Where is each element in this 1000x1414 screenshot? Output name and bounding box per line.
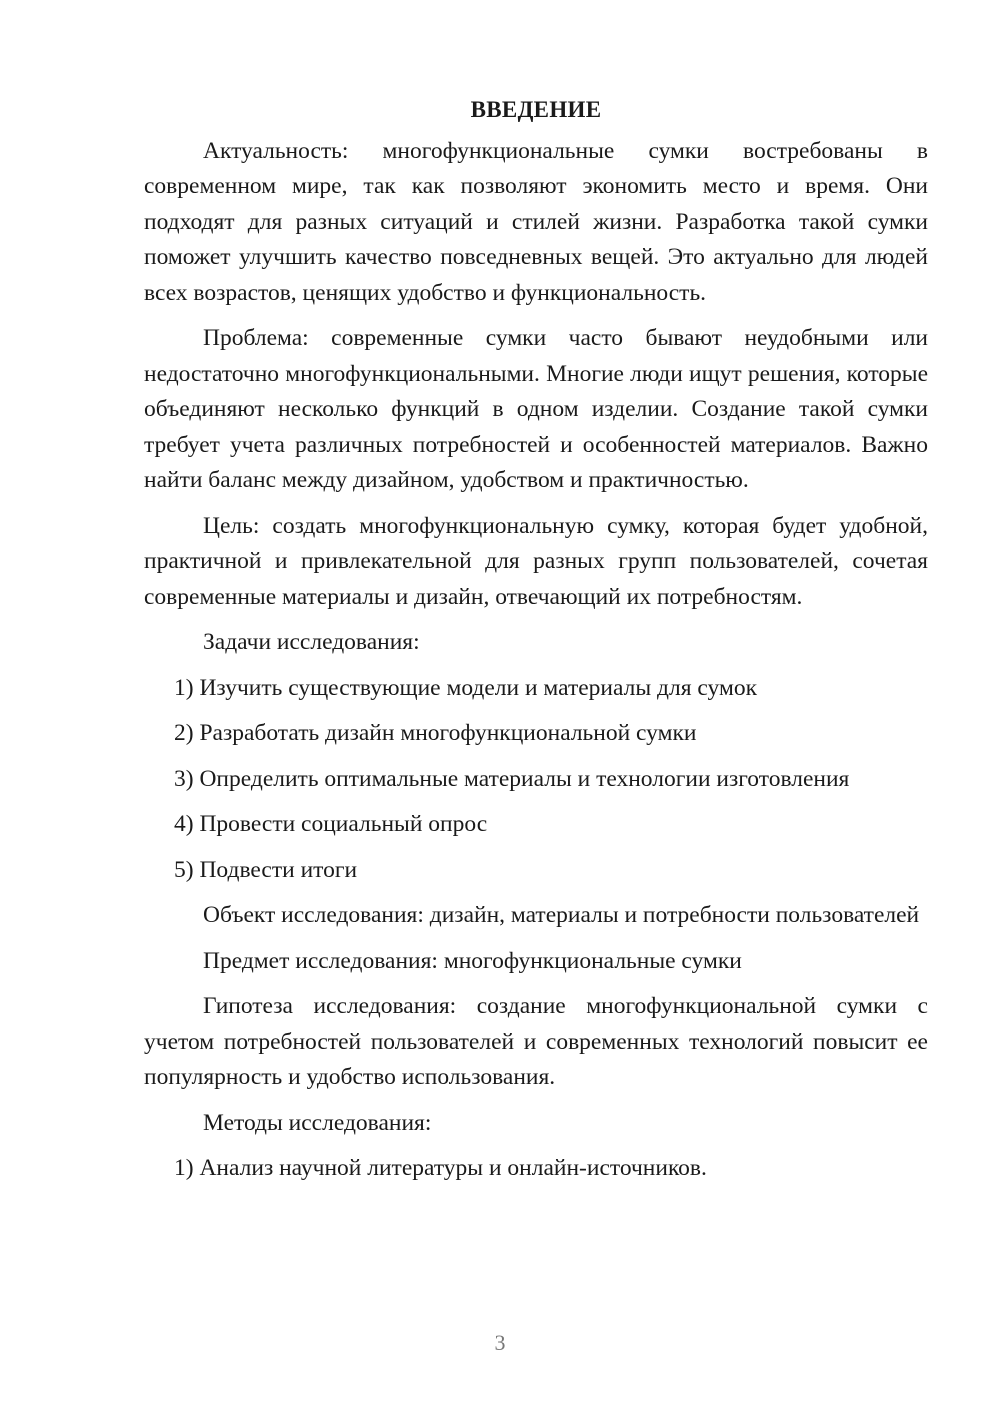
task-item: 2) Разработать дизайн многофункциональной сумки <box>174 720 697 746</box>
relevance-paragraph: Актуальность: многофункциональные сумки востребованы в современном мире, так как позволяют экономить место и время. Они подходят для разных ситуаций и стилей жизни. Разработка такой сумки поможет улучшить качество повседневных вещей. Это актуально для людей всех возрастов, ценящих удобство и функциональность. <box>144 137 928 306</box>
method-item: 1) Анализ научной литературы и онлайн-источников. <box>174 1155 707 1181</box>
task-item: 5) Подвести итоги <box>174 856 358 883</box>
object-paragraph: Объект исследования: дизайн, материалы и потребности пользователей <box>203 902 920 928</box>
problem-paragraph: Проблема: современные сумки часто бывают неудобными или недостаточно многофункциональными. Многие люди ищут решения, которые объединяют несколько функций в одном изделии. Создание такой сумки требует учета различных потребностей и особенностей материалов. Важно найти баланс между дизайном, удобством и практичностью. <box>144 325 928 493</box>
tasks-heading: Задачи исследования: <box>203 629 420 655</box>
task-item: 3) Определить оптимальные материалы и технологии изготовления <box>174 765 850 792</box>
hypothesis-paragraph: Гипотеза исследования: создание многофункциональной сумки с учетом потребностей пользователей и современных технологий повысит ее популярность и удобство использования. <box>144 993 928 1090</box>
task-item: 1) Изучить существующие модели и материалы для сумок <box>174 674 757 701</box>
document-page <box>144 92 928 1197</box>
page-title: ВВЕДЕНИЕ <box>470 97 602 122</box>
methods-heading: Методы исследования: <box>203 1109 432 1136</box>
subject-paragraph: Предмет исследования: многофункциональные сумки <box>203 947 742 974</box>
page-number: 3 <box>494 1330 506 1355</box>
goal-paragraph: Цель: создать многофункциональную сумку, которая будет удобной, практичной и привлекательной для разных групп пользователей, сочетая современные материалы и дизайн, отвечающий их потребностям. <box>144 512 928 610</box>
task-item: 4) Провести социальный опрос <box>174 811 488 837</box>
